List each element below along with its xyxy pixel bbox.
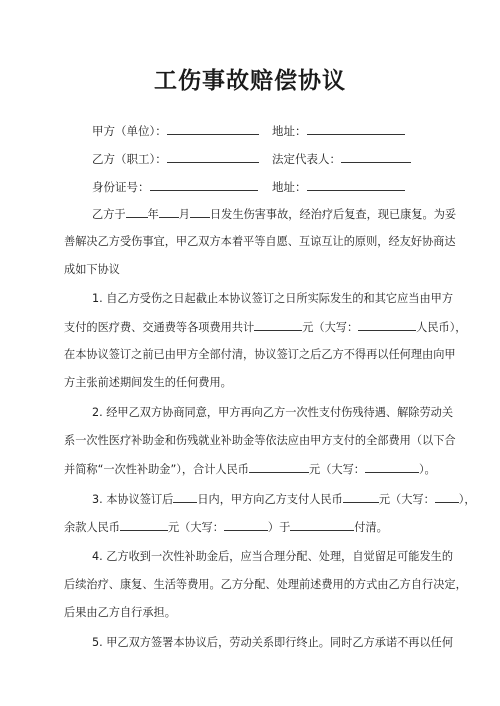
address-field-1 bbox=[272, 122, 405, 139]
clause2-line-1: 2. 经甲乙双方协商同意，甲方再向乙方一次性支付伤残待遇、解除劳动关 bbox=[92, 406, 454, 419]
first-payment-words-blank[interactable] bbox=[435, 491, 459, 503]
clause3-line-2: 余款人民币 元（大写： ）于 付清。 bbox=[64, 521, 388, 534]
address-field-2 bbox=[272, 178, 405, 195]
lump-sum-words-blank[interactable] bbox=[365, 461, 419, 473]
clause5-line-1: 5. 甲乙双方签署本协议后，劳动关系即行终止。同时乙方承诺不再以任何 bbox=[92, 636, 454, 649]
clause2-line-2: 系一次性医疗补助金和伤残就业补助金等依法应由甲方支付的全部费用（以下合 bbox=[64, 434, 456, 447]
party-b-label: 乙方（职工）： bbox=[92, 152, 167, 166]
party-a-field bbox=[92, 122, 259, 139]
medical-cost-blank[interactable] bbox=[254, 319, 302, 331]
day-blank[interactable] bbox=[190, 206, 210, 218]
party-b-field bbox=[92, 150, 259, 167]
address-label-2: 地址： bbox=[272, 180, 307, 194]
clause1-line-3: 在本协议签订之前已由甲方全部付清，协议签订之后乙方不得再以任何理由向甲 bbox=[64, 348, 456, 361]
balance-blank[interactable] bbox=[120, 519, 168, 531]
intro-line-2: 善解决乙方受伤事宜，甲乙双方本着平等自愿、互谅互让的原则，经友好协商达 bbox=[64, 235, 456, 248]
balance-words-blank[interactable] bbox=[224, 519, 268, 531]
id-number-field bbox=[92, 178, 258, 195]
intro-line-3: 成如下协议 bbox=[64, 263, 120, 276]
lump-sum-blank[interactable] bbox=[249, 461, 309, 473]
legal-rep-blank[interactable] bbox=[341, 150, 411, 163]
party-a-blank[interactable] bbox=[167, 122, 259, 135]
party-b-blank[interactable] bbox=[167, 150, 259, 163]
id-label: 身份证号： bbox=[92, 180, 150, 194]
intro-line-1: 乙方于 年 月 日发生伤害事故，经治疗后复查，现已康复。为妥 bbox=[92, 208, 457, 221]
clause4-line-1: 4. 乙方收到一次性补助金后，应当合理分配、处理，自觉留足可能发生的 bbox=[92, 550, 454, 563]
address-blank-1[interactable] bbox=[307, 122, 405, 135]
id-number-blank[interactable] bbox=[150, 178, 258, 191]
clause4-line-2: 后续治疗、康复、生活等费用。乙方分配、处理前述费用的方式由乙方自行决定， bbox=[64, 578, 467, 591]
year-blank[interactable] bbox=[126, 206, 148, 218]
document-title: 工伤事故赔偿协议 bbox=[154, 68, 346, 94]
clause4-line-3: 后果由乙方自行承担。 bbox=[64, 606, 176, 619]
address-label-1: 地址： bbox=[272, 124, 307, 138]
medical-cost-words-blank[interactable] bbox=[358, 319, 416, 331]
clause3-line-1: 3. 本协议签订后 日内，甲方向乙方支付人民币 元（大写： ）， bbox=[92, 493, 476, 506]
legal-rep-label: 法定代表人： bbox=[272, 152, 341, 166]
clause1-line-4: 方主张前述期间发生的任何费用。 bbox=[64, 376, 232, 389]
clause1-line-2: 支付的医疗费、交通费等各项费用共计 元（大写： 人民币）， bbox=[64, 321, 467, 334]
party-a-label: 甲方（单位）： bbox=[92, 124, 167, 138]
clause1-line-1: 1. 自乙方受伤之日起截止本协议签订之日所实际发生的和其它应当由甲方 bbox=[92, 292, 454, 305]
clause2-line-3: 并简称“一次性补助金”），合计人民币 元（大写： ）。 bbox=[64, 463, 436, 476]
legal-rep-field bbox=[272, 150, 411, 167]
balance-date-blank[interactable] bbox=[290, 519, 354, 531]
first-payment-blank[interactable] bbox=[343, 491, 379, 503]
address-blank-2[interactable] bbox=[307, 178, 405, 191]
days-blank[interactable] bbox=[173, 491, 197, 503]
month-blank[interactable] bbox=[159, 206, 179, 218]
